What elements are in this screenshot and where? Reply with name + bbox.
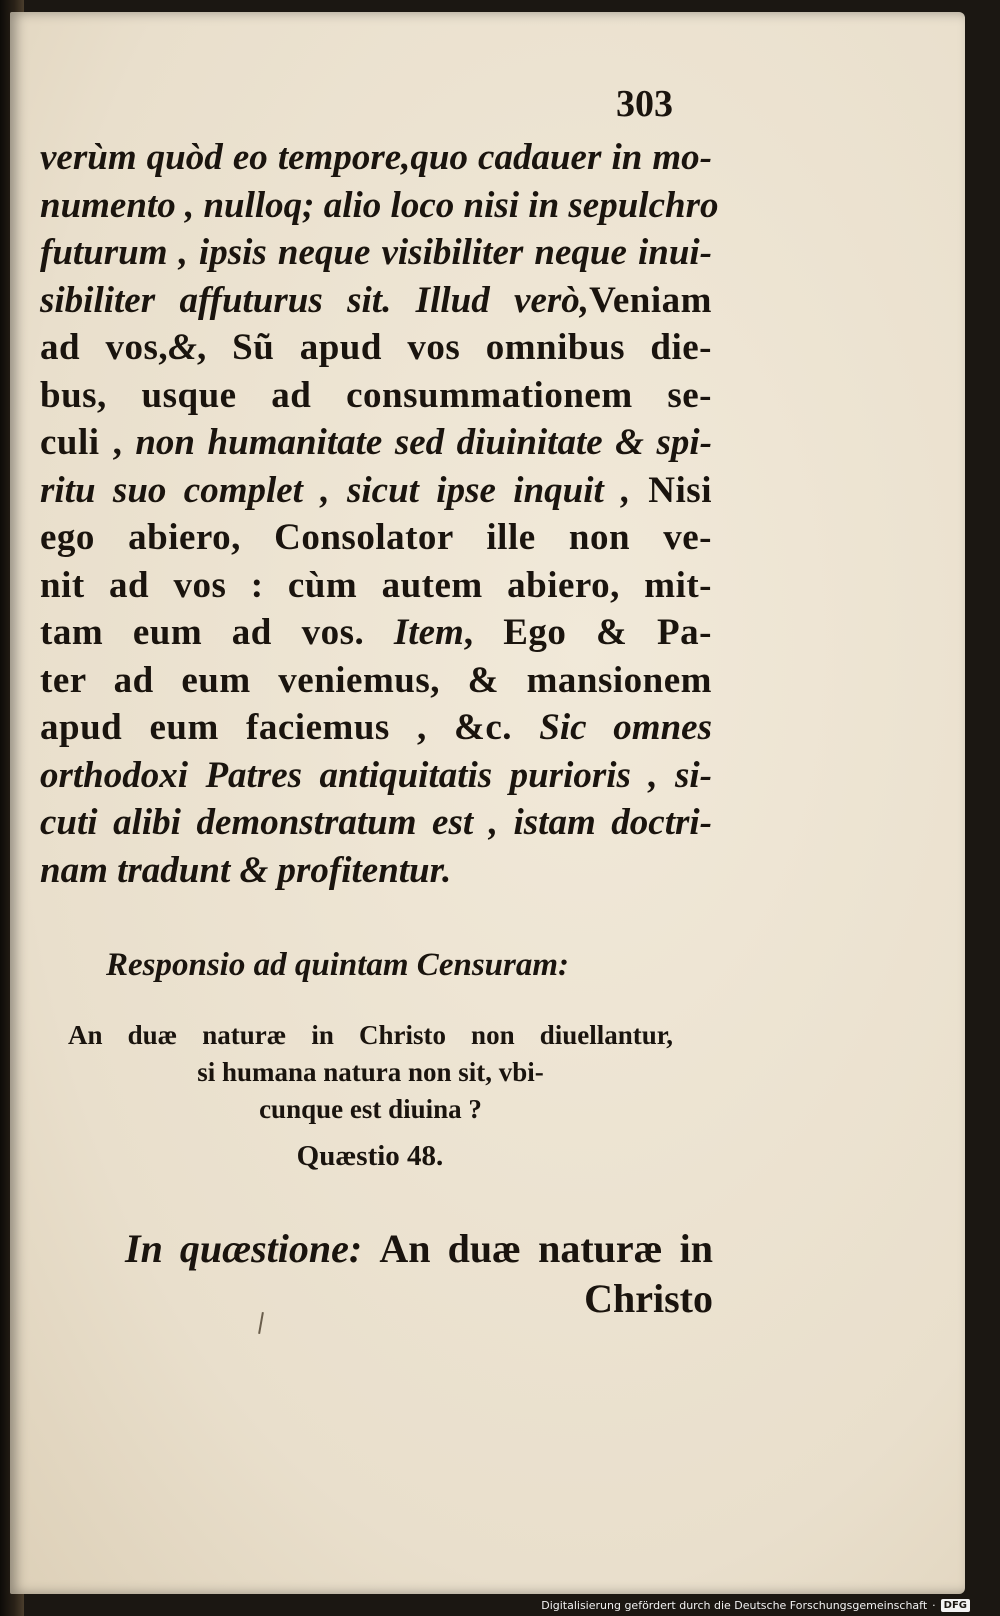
- question-line: An duæ naturæ in Christo non diuellantur,: [68, 1020, 673, 1050]
- question-number: Quæstio 48.: [296, 1140, 444, 1172]
- final-italic: In quæstione:: [125, 1226, 363, 1271]
- text-line: [40, 847, 712, 895]
- text-line: [40, 704, 712, 752]
- text-segment: non humanitate sed diuinitate & spi-: [135, 422, 712, 463]
- text-segment: &: [168, 327, 197, 368]
- text-segment: cuti alibi demonstratum est , istam doctri-: [40, 802, 712, 843]
- text-line: [40, 229, 712, 277]
- footer-separator: ·: [932, 1598, 936, 1612]
- page-number: 303: [616, 83, 673, 125]
- text-segment: Veniam: [589, 279, 712, 321]
- text-segment: ter ad eum veniemus, & mansionem: [40, 659, 712, 701]
- text-segment: futurum , ipsis neque visibiliter neque inui-: [40, 232, 712, 273]
- text-line: [40, 657, 712, 705]
- text-segment: nam tradunt & profitentur.: [40, 849, 452, 891]
- question-line: cunque est diuina ?: [259, 1094, 482, 1124]
- footer: [541, 1596, 970, 1614]
- text-segment: numento , nulloq; alio loco nisi in sepulchro: [40, 184, 719, 226]
- text-segment: , Ego & Pa-: [463, 612, 712, 653]
- dfg-logo-icon: DFG: [941, 1599, 970, 1612]
- text-segment: bus, usque ad consummationem se-: [40, 374, 712, 416]
- section-heading: Responsio ad quintam Censuram:: [105, 947, 570, 983]
- text-segment: Nisi: [630, 469, 712, 511]
- text-segment: verùm quòd eo tempore,quo cadauer in mo-: [40, 137, 712, 178]
- text-line: [40, 182, 719, 230]
- text-line: [40, 514, 712, 562]
- final-line: [125, 1224, 713, 1274]
- text-segment: tam eum ad vos.: [40, 612, 394, 653]
- text-line: [40, 372, 712, 420]
- text-line: [40, 609, 712, 657]
- catchword: Christo: [584, 1276, 713, 1321]
- text-segment: culi ,: [40, 422, 136, 463]
- text-segment: ego abiero, Consolator ille non ve-: [40, 517, 712, 558]
- footer-credit: Digitalisierung gefördert durch die Deutsche Forschungsgemeinschaft: [541, 1598, 928, 1612]
- body-text: [40, 134, 719, 894]
- final-roman: An duæ naturæ in: [379, 1226, 714, 1271]
- text-segment: ad vos,: [40, 327, 169, 368]
- text-segment: ritu suo complet , sicut ipse inquit ,: [40, 469, 631, 511]
- question-line: si humana natura non sit, vbi-: [197, 1057, 544, 1087]
- text-line: [40, 562, 712, 610]
- text-segment: orthodoxi Patres antiquitatis purioris , si-: [40, 754, 712, 796]
- text-segment: apud eum faciemus , &c.: [40, 707, 540, 748]
- text-line: [40, 134, 712, 182]
- final-paragraph: [125, 1224, 713, 1324]
- book-page: [10, 12, 965, 1594]
- text-line: [40, 467, 712, 515]
- text-line: [40, 799, 712, 847]
- text-line: [40, 752, 712, 800]
- text-segment: Item: [393, 612, 464, 653]
- text-segment: , Sũ apud vos omnibus die-: [196, 327, 712, 368]
- text-line: [40, 419, 712, 467]
- text-segment: Sic omnes: [539, 707, 712, 748]
- text-line: [40, 277, 712, 325]
- text-segment: sibiliter affuturus sit. Illud verò,: [40, 279, 590, 321]
- text-line: [40, 324, 712, 372]
- text-segment: nit ad vos : cùm autem abiero, mit-: [40, 564, 712, 606]
- question-text: [68, 1017, 673, 1128]
